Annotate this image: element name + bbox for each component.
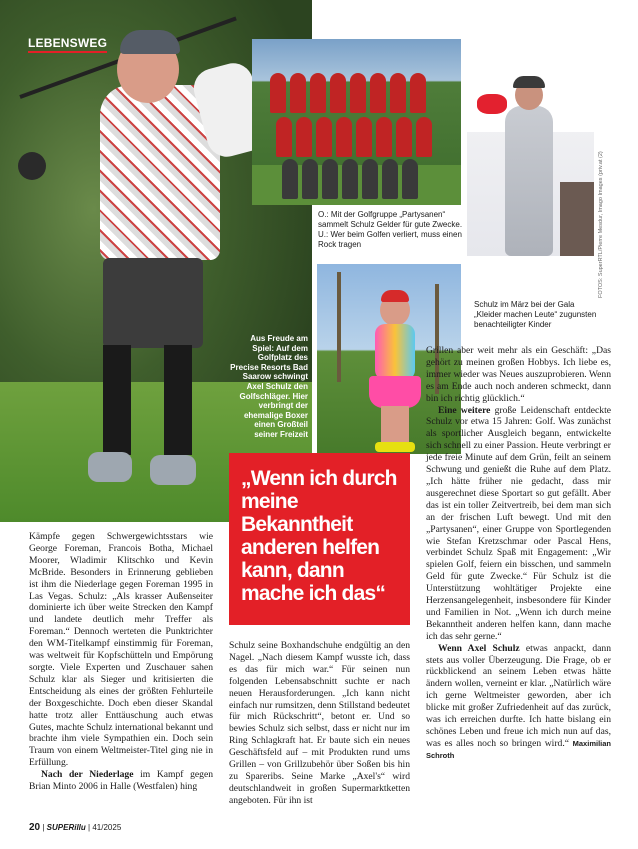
paragraph-lead: Eine weitere (438, 404, 491, 416)
paragraph-lead: Nach der Niederlage (41, 769, 134, 781)
body-column-middle (229, 640, 410, 807)
photo-caption-main: Aus Freude am Spiel: Auf dem Golfplatz des Precise Resorts Bad Saarow schwingt Axel Schulz den Golfschläger. Hier verbringt der ehemalige Boxer einen Großteil seiner Freizeit (230, 334, 308, 439)
photo-credit: FOTOS: SuperRTL/Pierre Mesdur, Imago Images (priv.at (2) (598, 151, 604, 298)
body-paragraph: Kämpfe gegen Schwergewichtsstars wie George Foreman, Francois Botha, Michael Moorer, Wladimir Klitschko und Kevin McBride. Besonders in Erinnerung geblieben ist ihm die Niederlage gegen Foreman 1995 in Las Vegas. Schulz: „Als krasser Außenseiter dominierte ich über weite Strecken den Kampf und landete deutlich mehr Treffer als Foreman.“ Dennoch werteten die Punktrichter den WM-Titelkampf einstimmig für Foreman, was weltweit für Kopfschütteln und Empörung sorgte. Viele Experten und Zuschauer sahen Schulz klar als Sieger und kritisierten die Entscheidung als eines der größten Fehlurteile der Boxgeschichte. Doch eben dieser Skandal hatte trotz aller Enttäuschung auch etwas Gutes, machte Schulz international bekannt und brachte ihm viele Sympathien ein. Doch sein Traum von einem Weltmeister-Titel ging nie in Erfüllung. (29, 531, 213, 769)
issue-number: 41/2025 (92, 823, 122, 832)
team-photo (252, 39, 461, 205)
page-folio: 20 | SUPERillu | 41/2025 (29, 822, 122, 833)
body-column-left (29, 531, 213, 793)
body-paragraph: Nach der Niederlage im Kampf gegen Brian Minto 2006 in Halle (Westfalen) hing (29, 769, 214, 793)
photo-caption-gala: Schulz im März bei der Gala „Kleider machen Leute“ zugunsten benachteiligter Kinder (474, 300, 597, 329)
body-paragraph: Schulz seine Boxhandschuhe endgültig an den Nagel. „Nach diesem Kampf wusste ich, dass es das für mich war.“ Für seinen nun folgenden Lebensabschnitt suchte er nach neuen Herausforderungen. „Ich kann nicht einfach nur rumsitzen, denn Stillstand bedeutet für mich Rückschritt“, betont er. Und so bewies Schulz sich selbst, dass er nicht nur im Ring Schlagkraft hat. Er baute sich ein neues Geschäftsfeld auf – mit Produkten rund ums Grillen – von Grillzubehör über Soßen bis hin zu Spareribs. Seine Marke „Axel's“ wird deutschlandweit in großen Supermarktketten angeboten. Für ihn ist (229, 640, 410, 806)
body-paragraph: Grillen aber weit mehr als ein Geschäft: „Das gehört zu meinen großen Hobbys. Ich liebe es, immer wieder was Neues auszuprobieren. Wenn es am Ende auch noch anderen schmeckt, dann bin ich richtig glücklich.“ (426, 345, 611, 404)
gala-photo (467, 72, 594, 296)
pull-quote-box (229, 453, 410, 625)
body-column-right (426, 345, 611, 762)
body-paragraph: Eine weitere große Leidenschaft entdeckte Schulz vor etwa 15 Jahren: Golf. Was zunächst als sportlicher Ausgleich begann, entwickelte sich schnell zu einer Passion. Heute verbringt er jede freie Minute auf dem Grün, feilt an seinem Schwung und genießt die Ruhe auf dem Platz. „Ich hätte früher nie gedacht, dass mir ausgerechnet diese Sportart so gut gefällt. Aber das ist ein toller Zeitvertreib, bei dem man sich an der frischen Luft bewegt. Und mit den „Partysanen“, einer Gruppe von Sportlegenden wie Stefan Kretzschmar oder Pascal Hens, verbindet Schulz Spaß mit Engagement: „Wir spielen Golf, feiern ein bisschen, und sammeln Geld für gute Zwecke.“ Für Schulz ist die Unterstützung wohltätiger Projekte eine Herzensangelegenheit, insbesondere für Kinder und Familien in Not. „Wenn ich durch meine Bekanntheit anderen helfen kann, dann mache ich das sehr gerne.“ (426, 404, 611, 642)
section-tag: LEBENSWEG (28, 36, 107, 53)
paragraph-lead: Wenn Axel Schulz (438, 642, 520, 654)
pull-quote-text: „Wenn ich durch meine Bekanntheit anderen helfen kann, dann mache ich das“ (241, 467, 397, 605)
photo-caption-team: O.: Mit der Golfgruppe „Partysanen“ sammelt Schulz Gelder für gute Zwecke. U.: Wer beim Golfen verliert, muss einen Rock tragen (318, 210, 463, 249)
magazine-name: SUPERillu (46, 823, 86, 832)
page-number: 20 (29, 822, 41, 833)
body-paragraph: Wenn Axel Schulz etwas anpackt, dann stets aus voller Überzeugung. Die Frage, ob er rückblickend an seinem Leben etwas hätte ändern wollen, verneint er klar. „Natürlich wäre ich gerne Weltmeister geworden, aber ich blicke mit großer Zufriedenheit auf das zurück, was ich erreichen durfte. Ich hatte bislang ein schönes Leben und freue ich mich nun auf das, was es alles noch so bringen wird.“ Maximilian Schroth (426, 642, 611, 760)
author-name: Maximilian Schroth (426, 738, 611, 760)
